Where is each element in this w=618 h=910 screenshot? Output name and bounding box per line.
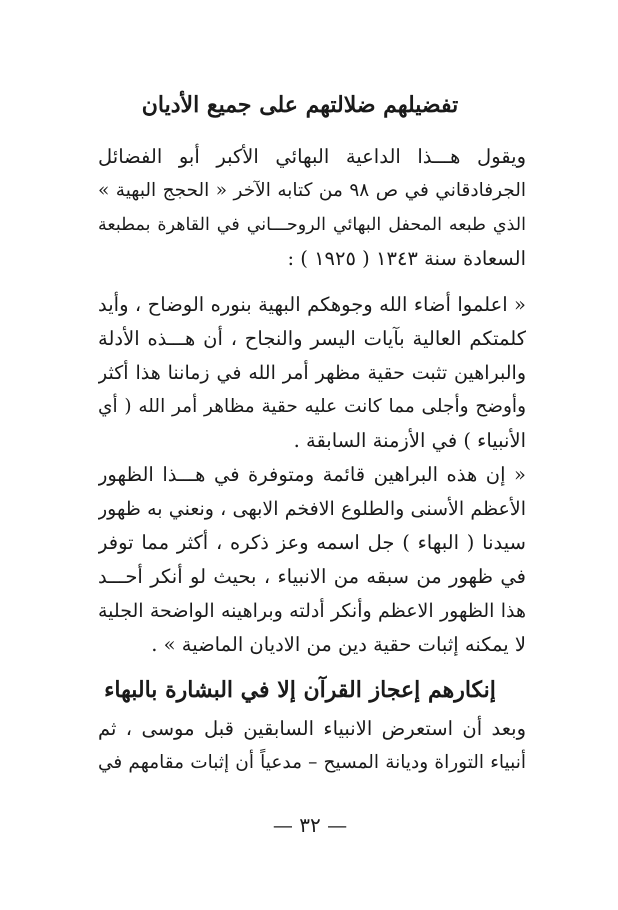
text-line: هذا الظهور الاعظم وأنكر أدلته وبراهينه الواضحة الجلية — [98, 600, 526, 622]
text-line: لا يمكنه إثبات حقية دين من الاديان الماضية » . — [151, 633, 526, 656]
text-line: كلمتكم العالية بآيات اليسر والنجاح ، أن هـــذه الأدلة — [98, 327, 526, 350]
text-line: الأعظم الأسنى والطلوع الافخم الابهى ، ونعني به ظهور — [98, 498, 526, 520]
text-line: سيدنا ( البهاء ) جل اسمه وعز ذكره ، أكثر مما توفر — [98, 531, 526, 554]
text-line: الذي طبعه المحفل البهائي الروحـــاني في القاهرة بمطبعة — [98, 215, 526, 235]
text-line: ويقول هـــذا الداعية البهائي الأكبر أبو الفضائل — [98, 145, 526, 168]
section-heading-preference: تفضيلهم ضلالتهم على جميع الأديان — [141, 92, 459, 118]
text-line: « إن هذه البراهين قائمة ومتوفرة في هـــذا الظهور — [98, 463, 526, 486]
paragraph-intro — [98, 140, 526, 276]
paragraph-quote-1 — [98, 288, 526, 458]
text-line: أنبياء التوراة وديانة المسيح – مدعياً أن إثبات مقامهم في — [98, 752, 526, 773]
page-number: — ٣٢ — — [272, 813, 348, 837]
section-heading-quran: إنكارهم إعجاز القرآن إلا في البشارة بالبهاء — [104, 677, 496, 703]
text-line: الجرفادقاني في ص ٩٨ من كتابه الآخر « الحجج البهية » — [98, 180, 526, 201]
text-line: الأنبياء ) في الأزمنة السابقة . — [293, 429, 526, 452]
text-line: السعادة سنة ١٣٤٣ ( ١٩٢٥ ) : — [287, 247, 526, 270]
paragraph-continuation — [98, 712, 526, 780]
text-line: وبعد أن استعرض الانبياء السابقين قبل موسى ، ثم — [98, 717, 526, 740]
paragraph-quote-2 — [98, 458, 526, 662]
text-line: « اعلموا أضاء الله وجوهكم البهية بنوره الوضاح ، وأيد — [98, 293, 526, 316]
text-line: في ظهور من سبقه من الانبياء ، بحيث لو أنكر أحـــد — [98, 565, 526, 588]
text-line: وأوضح وأجلى مما كانت عليه حقية مظاهر أمر الله ( أي — [98, 396, 526, 417]
text-line: والبراهين تثبت حقية مظهر أمر الله في زماننا هذا أكثر — [98, 362, 526, 384]
